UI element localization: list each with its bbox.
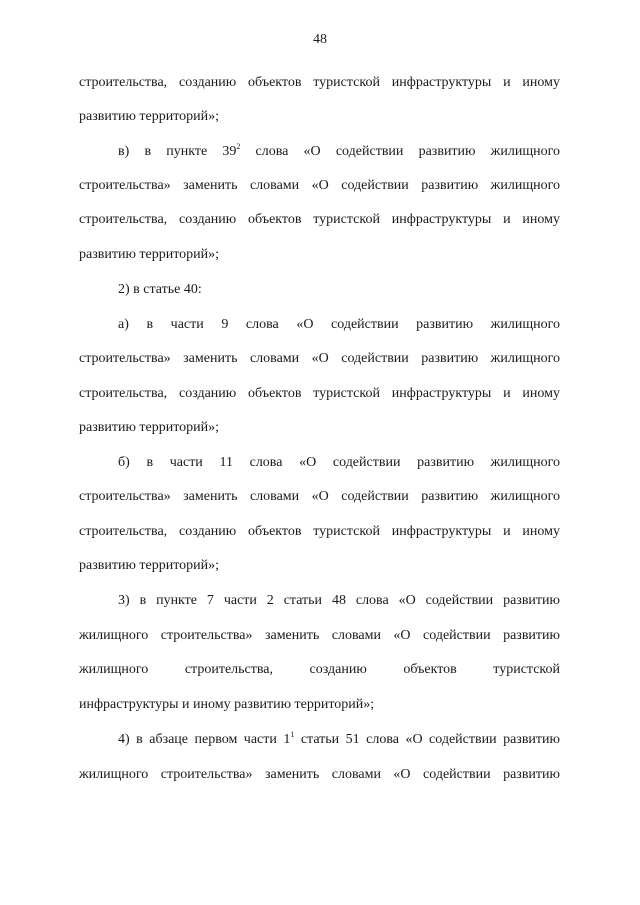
text-line: строительства» заменить словами «О содействии развитию жилищного: [79, 178, 560, 193]
text-fragment: в) в пункте 39: [118, 144, 237, 159]
text-line: жилищного строительства» заменить словами «О содействии развитию: [79, 628, 560, 643]
text-line: строительства» заменить словами «О содействии развитию жилищного: [79, 351, 560, 366]
text-line: строительства» заменить словами «О содействии развитию жилищного: [79, 489, 560, 504]
text-line: 2) в статье 40:: [118, 282, 202, 297]
text-line: развитию территорий»;: [79, 247, 220, 262]
text-line: жилищного строительства» заменить словами «О содействии развитию: [79, 767, 560, 782]
text-line: строительства, созданию объектов туристской инфраструктуры и иному: [79, 212, 560, 227]
text-line: [118, 731, 560, 749]
text-line: развитию территорий»;: [79, 420, 220, 435]
text-line: строительства, созданию объектов туристской инфраструктуры и иному: [79, 75, 560, 90]
text-line: 3) в пункте 7 части 2 статьи 48 слова «О содействии развитию: [118, 593, 560, 608]
page-number: 48: [313, 32, 327, 47]
text-line: строительства, созданию объектов туристской инфраструктуры и иному: [79, 524, 560, 539]
text-line: развитию территорий»;: [79, 558, 220, 573]
text-line: а) в части 9 слова «О содействии развитию жилищного: [118, 317, 560, 332]
text-line: инфраструктуры и иному развитию территорий»;: [79, 697, 375, 712]
text-line: [118, 143, 560, 161]
superscript: 2: [236, 142, 241, 151]
text-line: жилищного строительства, созданию объектов туристской: [79, 662, 560, 677]
text-line: б) в части 11 слова «О содействии развитию жилищного: [118, 455, 560, 470]
text-fragment: слова «О содействии развитию жилищного: [240, 144, 560, 159]
text-line: строительства, созданию объектов туристской инфраструктуры и иному: [79, 386, 560, 401]
superscript: 1: [290, 730, 295, 739]
text-line: развитию территорий»;: [79, 109, 220, 124]
text-fragment: статьи 51 слова «О содействии развитию: [294, 732, 560, 747]
text-fragment: 4) в абзаце первом части 1: [118, 732, 291, 747]
